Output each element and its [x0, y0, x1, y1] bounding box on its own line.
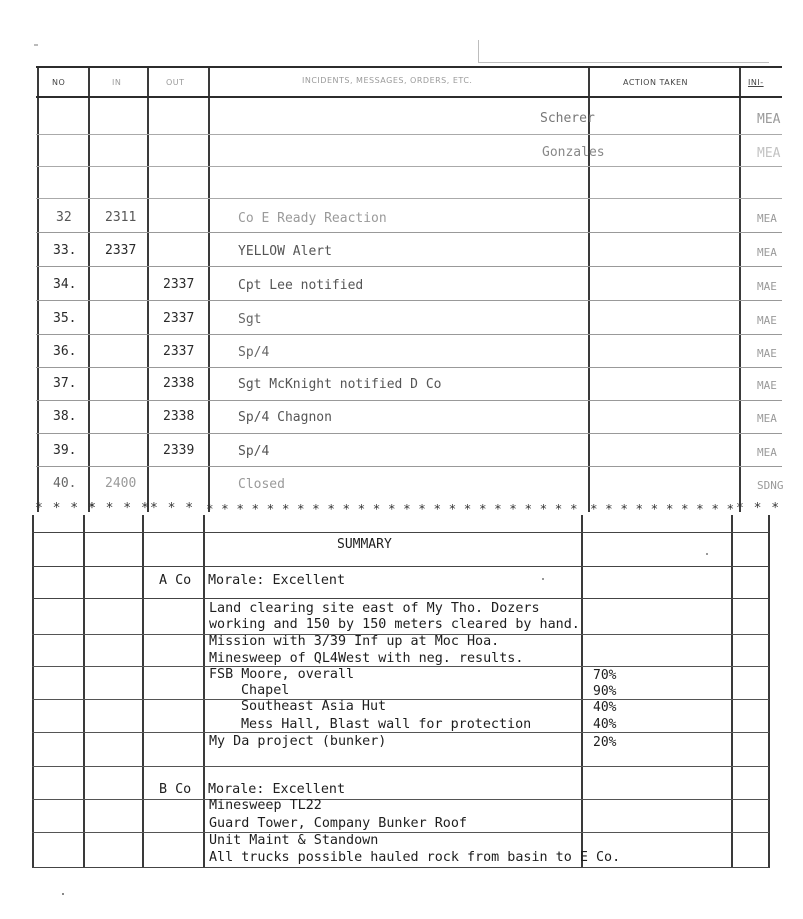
summary-rule: [32, 598, 769, 599]
b-co-morale: Morale: Excellent: [208, 782, 346, 797]
summary-rule: [32, 867, 769, 868]
a-co-line: FSB Moore, overall: [209, 667, 355, 682]
log-row-no: 34.: [53, 277, 77, 292]
log-row-text: Sgt McKnight notified D Co: [238, 377, 442, 392]
log-row-no: 40.: [53, 476, 77, 491]
row-rule: [36, 300, 782, 301]
rule-no-in: [88, 66, 90, 512]
log-row-text: Sp/4 Chagnon: [238, 410, 332, 425]
row-rule: [36, 266, 782, 267]
log-row-text: Cpt Lee notified: [238, 278, 364, 293]
col-no-header: NO: [52, 78, 66, 87]
log-row-init: MAE: [757, 314, 777, 327]
log-row-no: 36.: [53, 344, 77, 359]
log-row-init: MEA: [757, 246, 777, 259]
row-rule: [36, 433, 782, 434]
col-in-header: IN: [112, 78, 122, 87]
log-row-init: MEA: [757, 446, 777, 459]
divider-stars: * * * *: [35, 501, 97, 516]
a-co-line: Minesweep of QL4West with neg. results.: [209, 651, 524, 666]
summary-rule: [32, 732, 769, 733]
row-rule: [36, 334, 782, 335]
header-top-rule: [36, 66, 782, 68]
log-row-init: MAE: [757, 280, 777, 293]
log-row-text: Sp/4: [238, 444, 270, 459]
log-row-in: 2400: [105, 476, 137, 491]
log-row-no: 35.: [53, 311, 77, 326]
summary-rule: [32, 766, 769, 767]
divider-stars: * * * *: [88, 501, 150, 516]
b-co-line: All trucks possible hauled rock from basin to E Co.: [209, 850, 621, 865]
col-action-header: ACTION TAKEN: [623, 78, 689, 87]
progress-percent: 70%: [593, 668, 617, 683]
divider-stars: * * * * * * * * * *: [590, 501, 735, 516]
summary-title: SUMMARY: [337, 537, 392, 552]
rule-left: [37, 66, 39, 512]
log-row-out: 2338: [163, 376, 195, 391]
log-row-out: 2337: [163, 277, 195, 292]
a-co-line: My Da project (bunker): [209, 734, 387, 749]
log-row-out: 2337: [163, 311, 195, 326]
sum-rule-left: [32, 515, 34, 868]
col-initials-header: INI-: [748, 78, 764, 87]
b-co-line: Guard Tower, Company Bunker Roof: [209, 816, 467, 831]
log-row-text: Closed: [238, 477, 285, 492]
log-row-out: 2339: [163, 443, 195, 458]
header-bottom-rule: [36, 96, 782, 98]
col-incidents-header: INCIDENTS, MESSAGES, ORDERS, ETC.: [302, 76, 473, 85]
progress-percent: 20%: [593, 735, 617, 750]
progress-percent: 90%: [593, 684, 617, 699]
divider-stars: * * *: [150, 501, 195, 516]
rule-in-out: [147, 66, 149, 512]
a-co-line: Southeast Asia Hut: [241, 699, 387, 714]
log-row-init: SDNG: [757, 479, 784, 492]
top-header-faint-box: [478, 40, 769, 63]
a-co-morale: Morale: Excellent: [208, 573, 346, 588]
log-row-init: MEA: [757, 412, 777, 425]
sum-rule-3: [203, 515, 205, 868]
log-row-text: Co E Ready Reaction: [238, 211, 387, 226]
log-row-init: MEA: [757, 212, 777, 225]
summary-rule: [32, 532, 769, 533]
col-out-header: OUT: [166, 78, 185, 87]
log-row-init: MAE: [757, 347, 777, 360]
scan-speck: [62, 893, 64, 895]
a-co-line: Mission with 3/39 Inf up at Moc Hoa.: [209, 634, 500, 649]
row-rule: [36, 232, 782, 233]
b-co-unit: B Co: [159, 782, 192, 797]
b-co-line: Unit Maint & Standown: [209, 833, 379, 848]
scan-speck: [706, 553, 708, 555]
row-rule: [36, 466, 782, 467]
top-margin-mark: [34, 44, 38, 46]
rule-action-init: [739, 66, 741, 512]
sum-rule-1: [83, 515, 85, 868]
log-row-in: 2337: [105, 243, 137, 258]
progress-percent: 40%: [593, 700, 617, 715]
row-rule: [36, 400, 782, 401]
a-co-line: Land clearing site east of My Tho. Dozers: [209, 601, 540, 616]
faded-row-init: MEA: [757, 112, 781, 127]
a-co-line: Chapel: [241, 683, 290, 698]
scan-speck: [542, 578, 544, 580]
log-row-no: 38.: [53, 409, 77, 424]
b-co-line: Minesweep TL22: [209, 798, 322, 813]
summary-rule: [32, 566, 769, 567]
summary-rule: [32, 832, 769, 833]
log-row-text: YELLOW Alert: [238, 244, 332, 259]
log-row-out: 2337: [163, 344, 195, 359]
log-row-no: 32: [56, 210, 72, 225]
row-rule: [36, 166, 782, 167]
row-rule: [36, 198, 782, 199]
summary-rule: [32, 799, 769, 800]
divider-stars: * * *: [736, 501, 781, 516]
log-row-text: Sp/4: [238, 345, 270, 360]
log-row-out: 2338: [163, 409, 195, 424]
faded-row-init: MEA: [757, 146, 781, 161]
a-co-line: working and 150 by 150 meters cleared by hand.: [209, 617, 580, 632]
rule-text-action: [588, 66, 590, 512]
log-row-no: 33.: [53, 243, 77, 258]
log-row-in: 2311: [105, 210, 137, 225]
faded-row-text: Gonzales: [542, 145, 605, 160]
faded-row-text: Scherer: [540, 111, 595, 126]
divider-stars: * * * * * * * * * * * * * * * * * * * * * * * * *: [206, 501, 578, 516]
log-row-text: Sgt: [238, 312, 262, 327]
a-co-unit: A Co: [159, 573, 192, 588]
rule-out-text: [208, 66, 210, 512]
sum-rule-4: [581, 515, 583, 868]
row-rule: [36, 367, 782, 368]
summary-rule: [32, 666, 769, 667]
log-row-no: 39.: [53, 443, 77, 458]
sum-rule-right: [768, 515, 770, 868]
a-co-line: Mess Hall, Blast wall for protection: [241, 717, 532, 732]
log-row-no: 37.: [53, 376, 77, 391]
sum-rule-2: [142, 515, 144, 868]
row-rule: [36, 134, 782, 135]
progress-percent: 40%: [593, 717, 617, 732]
sum-rule-5: [731, 515, 733, 868]
log-row-init: MAE: [757, 379, 777, 392]
summary-rule: [32, 699, 769, 700]
